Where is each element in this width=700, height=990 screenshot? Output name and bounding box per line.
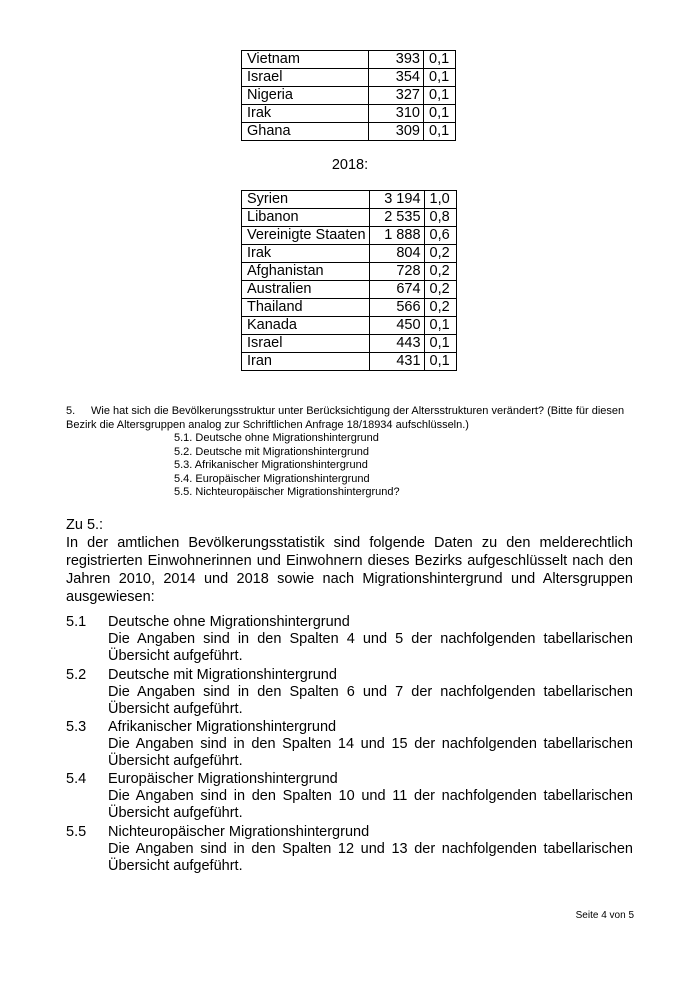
country-cell: Ghana: [242, 123, 369, 141]
table-row: [242, 281, 457, 299]
answer-item-number: 5.3: [66, 719, 87, 735]
table-row: [242, 317, 457, 335]
answer-item: [66, 824, 633, 875]
table-row: [242, 209, 457, 227]
country-cell: Australien: [242, 281, 370, 299]
country-cell: Iran: [242, 353, 370, 371]
question-subitem: 5.1. Deutsche ohne Migrationshintergrund: [174, 432, 379, 444]
count-cell: 310: [369, 105, 424, 123]
count-cell: 1 888: [369, 227, 424, 245]
answer-item-title: Deutsche ohne Migrationshintergrund: [108, 614, 350, 630]
country-cell: Thailand: [242, 299, 370, 317]
page-number: Seite 4 von 5: [575, 910, 634, 921]
answer-item: [66, 614, 633, 665]
table-row: [242, 105, 456, 123]
country-table-2018: [241, 190, 457, 371]
share-cell: 0,1: [424, 353, 456, 371]
share-cell: 0,1: [424, 51, 456, 69]
count-cell: 2 535: [369, 209, 424, 227]
answer-item-description: Die Angaben sind in den Spalten 10 und 11 der nachfolgenden tabellarischen Übersicht aufgeführt.: [108, 788, 633, 821]
country-cell: Vereinigte Staaten: [242, 227, 370, 245]
question-subitems: [174, 432, 400, 500]
table-row: [242, 69, 456, 87]
country-cell: Nigeria: [242, 87, 369, 105]
country-cell: Afghanistan: [242, 263, 370, 281]
answer-item: [66, 771, 633, 822]
country-cell: Libanon: [242, 209, 370, 227]
answer-item: [66, 719, 633, 770]
count-cell: 728: [369, 263, 424, 281]
count-cell: 566: [369, 299, 424, 317]
table-row: [242, 191, 457, 209]
share-cell: 0,1: [424, 335, 456, 353]
table-row: [242, 123, 456, 141]
share-cell: 0,1: [424, 105, 456, 123]
question-5: [66, 405, 636, 498]
share-cell: 0,1: [424, 317, 456, 335]
count-cell: 354: [369, 69, 424, 87]
question-subitem: 5.2. Deutsche mit Migrationshintergrund: [174, 445, 370, 458]
answer-item-title: Afrikanischer Migrationshintergrund: [108, 719, 337, 735]
answer-item-title: Europäischer Migrationshintergrund: [108, 771, 338, 787]
answer-item-number: 5.4: [66, 771, 87, 787]
share-cell: 0,2: [424, 299, 456, 317]
share-cell: 0,8: [424, 209, 456, 227]
count-cell: 674: [369, 281, 424, 299]
table-row: [242, 51, 456, 69]
count-cell: 3 194: [369, 191, 424, 209]
count-cell: 393: [369, 51, 424, 69]
country-table-previous: [241, 50, 456, 141]
table-row: [242, 299, 457, 317]
count-cell: 443: [369, 335, 424, 353]
question-subitem: 5.5. Nichteuropäischer Migrationshintergrund?: [174, 486, 400, 498]
answer-intro: In der amtlichen Bevölkerungsstatistik sind folgende Daten zu den melderechtlich registrierten Einwohnerinnen und Einwohnern dieses Bezirks aufgeschlüsselt nach den Jahren 2010, 2014 und 2018 sowie nach Migrationshintergrund und Altersgruppen ausgewiesen:: [66, 535, 633, 605]
share-cell: 0,2: [424, 245, 456, 263]
answer-item-number: 5.2: [66, 667, 87, 683]
answer-item: [66, 667, 633, 718]
share-cell: 0,2: [424, 281, 456, 299]
share-cell: 0,2: [424, 263, 456, 281]
count-cell: 431: [369, 353, 424, 371]
year-label: 2018:: [331, 157, 369, 173]
share-cell: 0,1: [424, 69, 456, 87]
country-cell: Vietnam: [242, 51, 369, 69]
answer-item-title: Nichteuropäischer Migrationshintergrund: [108, 824, 370, 840]
table-row: [242, 353, 457, 371]
answer-heading: Zu 5.:: [66, 517, 104, 533]
country-cell: Israel: [242, 69, 369, 87]
answer-item-description: Die Angaben sind in den Spalten 12 und 13 der nachfolgenden tabellarischen Übersicht aufgeführt.: [108, 841, 633, 874]
share-cell: 0,1: [424, 87, 456, 105]
country-cell: Irak: [242, 105, 369, 123]
question-subitem: 5.4. Europäischer Migrationshintergrund: [174, 472, 370, 485]
count-cell: 804: [369, 245, 424, 263]
answer-item-number: 5.5: [66, 824, 87, 840]
question-number: 5.: [66, 405, 76, 417]
answer-item-number: 5.1: [66, 614, 87, 630]
count-cell: 327: [369, 87, 424, 105]
country-cell: Irak: [242, 245, 370, 263]
table-row: [242, 245, 457, 263]
share-cell: 1,0: [424, 191, 456, 209]
country-cell: Kanada: [242, 317, 370, 335]
country-cell: Syrien: [242, 191, 370, 209]
table-row: [242, 263, 457, 281]
share-cell: 0,1: [424, 123, 456, 141]
table-row: [242, 335, 457, 353]
table-row: [242, 87, 456, 105]
country-cell: Israel: [242, 335, 370, 353]
answer-item-description: Die Angaben sind in den Spalten 14 und 15 der nachfolgenden tabellarischen Übersicht aufgeführt.: [108, 736, 633, 769]
count-cell: 450: [369, 317, 424, 335]
question-subitem: 5.3. Afrikanischer Migrationshintergrund: [174, 459, 368, 471]
answer-item-description: Die Angaben sind in den Spalten 4 und 5 der nachfolgenden tabellarischen Übersicht aufgeführt.: [108, 631, 633, 664]
answer-item-description: Die Angaben sind in den Spalten 6 und 7 der nachfolgenden tabellarischen Übersicht aufgeführt.: [108, 684, 633, 717]
count-cell: 309: [369, 123, 424, 141]
answer-item-title: Deutsche mit Migrationshintergrund: [108, 667, 337, 683]
share-cell: 0,6: [424, 227, 456, 245]
question-text: Wie hat sich die Bevölkerungsstruktur unter Berücksichtigung der Altersstrukturen verändert? (Bitte für diesen Bezirk die Altersgruppen analog zur Schriftlichen Anfrage 18/18934 aufschlüsseln.): [66, 405, 625, 431]
table-row: [242, 227, 457, 245]
